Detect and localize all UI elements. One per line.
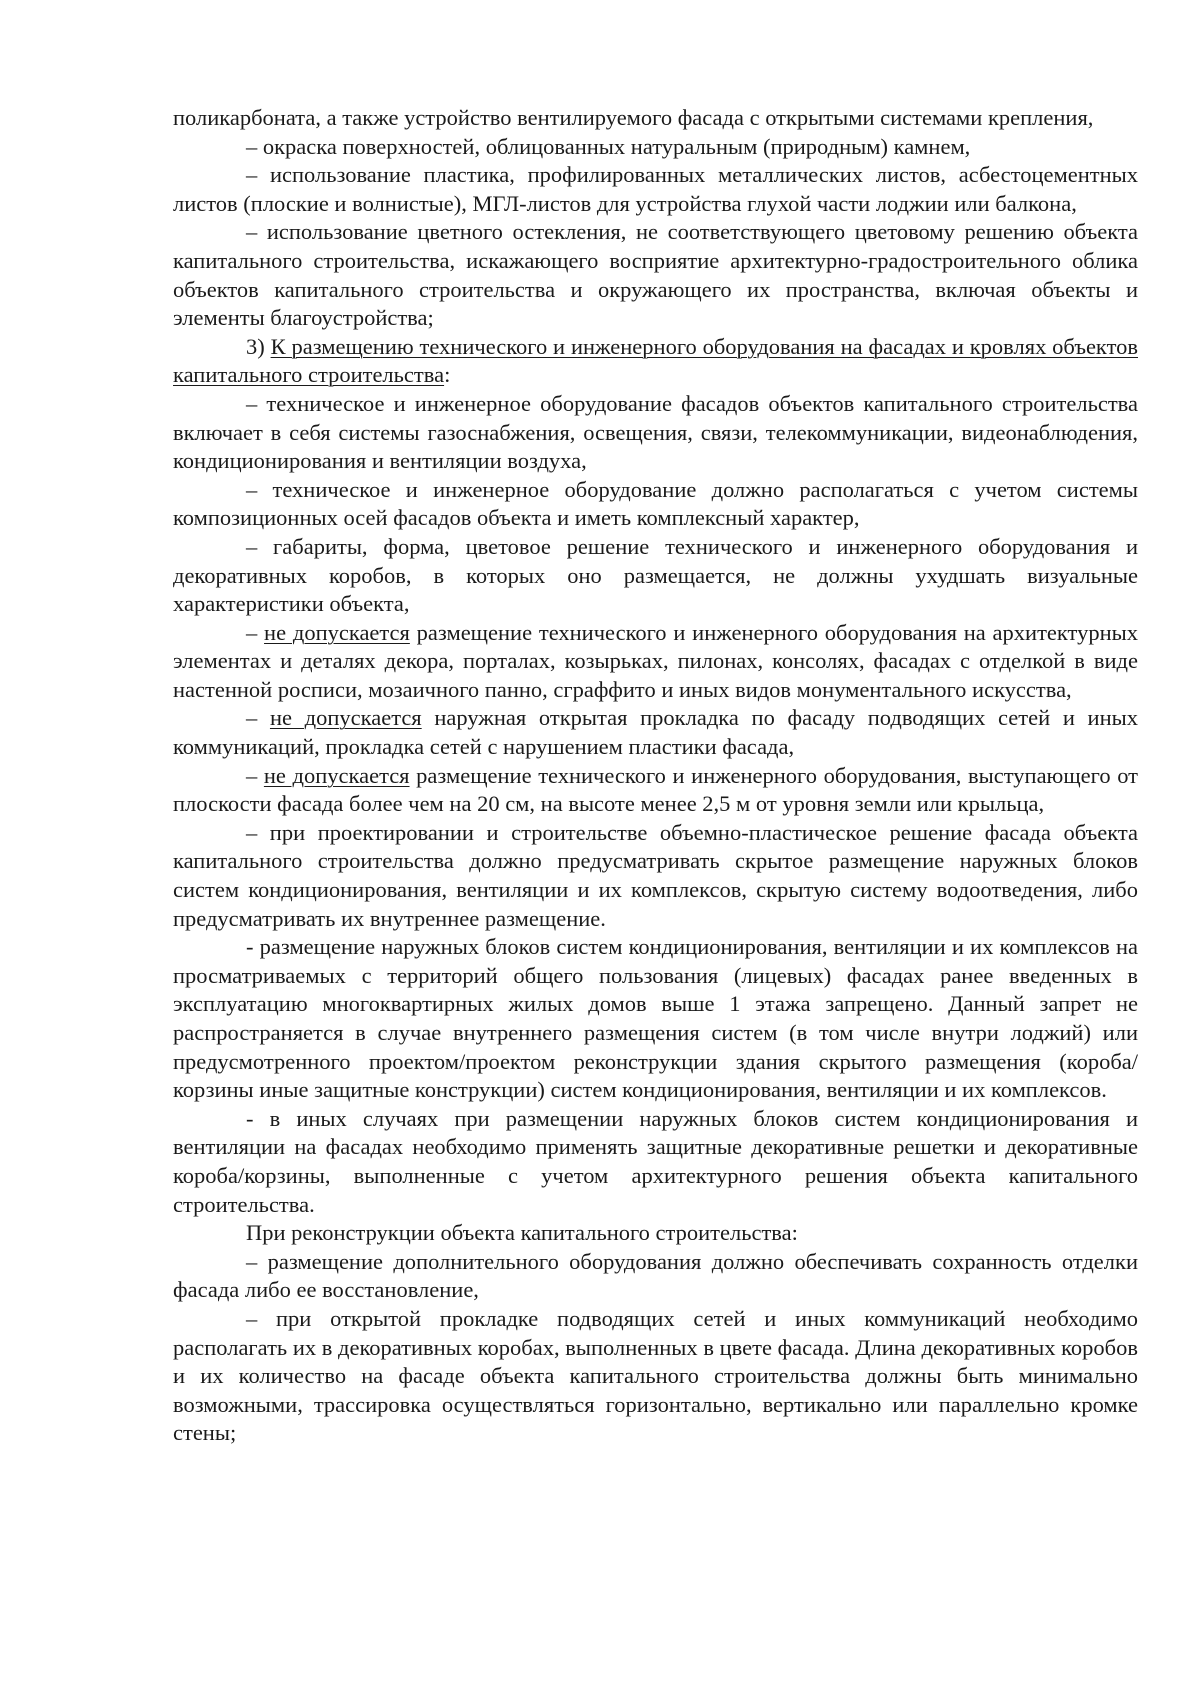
paragraph: – при проектировании и строительстве объемно-пластическое решение фасада объекта капитального строительства должно предусматривать скрытое размещение наружных блоков систем кондиционирования, вентиляции и их комплексов, скрытую систему водоотведения, либо предусматривать их внутреннее размещение. [173,819,1138,931]
paragraph-text: размещение технического и инженерного оборудования на архитектурных элементах и деталях декора, порталах, козырьках, пилонах, консолях, фасадах с отделкой в виде настенной росписи, мозаичного панно, сграффито и иных видов монументального искусства, [173,619,1138,702]
paragraph: – окраска поверхностей, облицованных натуральным (природным) камнем, [246,133,971,159]
paragraph: При реконструкции объекта капитального строительства: [246,1220,798,1246]
paragraph: – при открытой прокладке подводящих сетей и иных коммуникаций необходимо располагать их в декоративных коробах, выполненных в цвете фасада. Длина декоративных коробов и их количество на фасаде объекта капитального строительства должны быть минимально возможными, трассировка осуществляться горизонтально, вертикально или параллельно кромке стены; [173,1305,1138,1446]
paragraph: – размещение дополнительного оборудования должно обеспечивать сохранность отделки фасада либо ее восстановление, [173,1248,1138,1303]
list-dash: – [246,619,265,645]
paragraph [173,704,1138,761]
paragraph-text: размещение технического и инженерного оборудования, выступающего от плоскости фасада более чем на 20 см, на высоте менее 2,5 м от уровня земли или крыльца, [173,762,1139,817]
emphasis-underlined: не допускается [263,762,410,788]
paragraph-text: наружная открытая прокладка по фасаду подводящих сетей и иных коммуникаций, прокладка сетей с нарушением пластики фасада, [173,705,1139,760]
paragraph: – габариты, форма, цветовое решение технического и инженерного оборудования и декоративных коробов, в которых оно размещается, не должны ухудшать визуальные характеристики объекта, [173,533,1138,617]
paragraph: – использование пластика, профилированных металлических листов, асбестоцементных листов (плоские и волнистые), МГЛ-листов для устройства глухой части лоджии или балкона, [173,162,1138,216]
document-page [173,104,1138,1448]
list-dash: – [246,705,270,731]
section-heading-paragraph [173,333,1138,390]
section-heading: К размещению технического и инженерного оборудования на фасадах и кровлях объектов капитального строительства [173,333,1138,388]
paragraph: – техническое и инженерное оборудование должно располагаться с учетом системы композиционных осей фасадов объекта и иметь комплексный характер, [173,476,1138,531]
section-number: 3) [246,333,271,359]
paragraph [173,619,1138,705]
list-dash: – [246,762,264,788]
paragraph: – техническое и инженерное оборудование фасадов объектов капитального строительства включает в себя системы газоснабжения, освещения, связи, телекоммуникации, видеонаблюдения, кондиционирования и вентиляции воздуха, [173,390,1138,474]
paragraph: - размещение наружных блоков систем кондиционирования, вентиляции и их комплексов на просматриваемых с территорий общего пользования (лицевых) фасадах ранее введенных в эксплуатацию многоквартирных жилых домов выше 1 этажа запрещено. Данный запрет не распространяется в случае внутреннего размещения систем (в том числе внутри лоджий) или предусмотренного проектом/проектом реконструкции здания скрытого размещения (короба/корзины иные защитные конструкции) систем кондиционирования, вентиляции и их комплексов. [173,934,1138,1103]
paragraph: поликарбоната, а также устройство вентилируемого фасада с открытыми системами крепления, [173,105,1094,130]
paragraph: - в иных случаях при размещении наружных блоков систем кондиционирования и вентиляции на фасадах необходимо применять защитные декоративные решетки и декоративные короба/корзины, выполненные с учетом архитектурного решения объекта капитального строительства. [173,1105,1138,1217]
emphasis-underlined: не допускается [269,705,422,731]
paragraph [173,762,1138,819]
paragraph: – использование цветного остекления, не соответствующего цветовому решению объекта капитального строительства, искажающего восприятие архитектурно-градостроительного облика объектов капитального строительства и окружающего их пространства, включая объекты и элементы благоустройства; [173,219,1138,331]
emphasis-underlined: не допускается [264,619,410,645]
section-heading-colon: : [444,362,451,388]
